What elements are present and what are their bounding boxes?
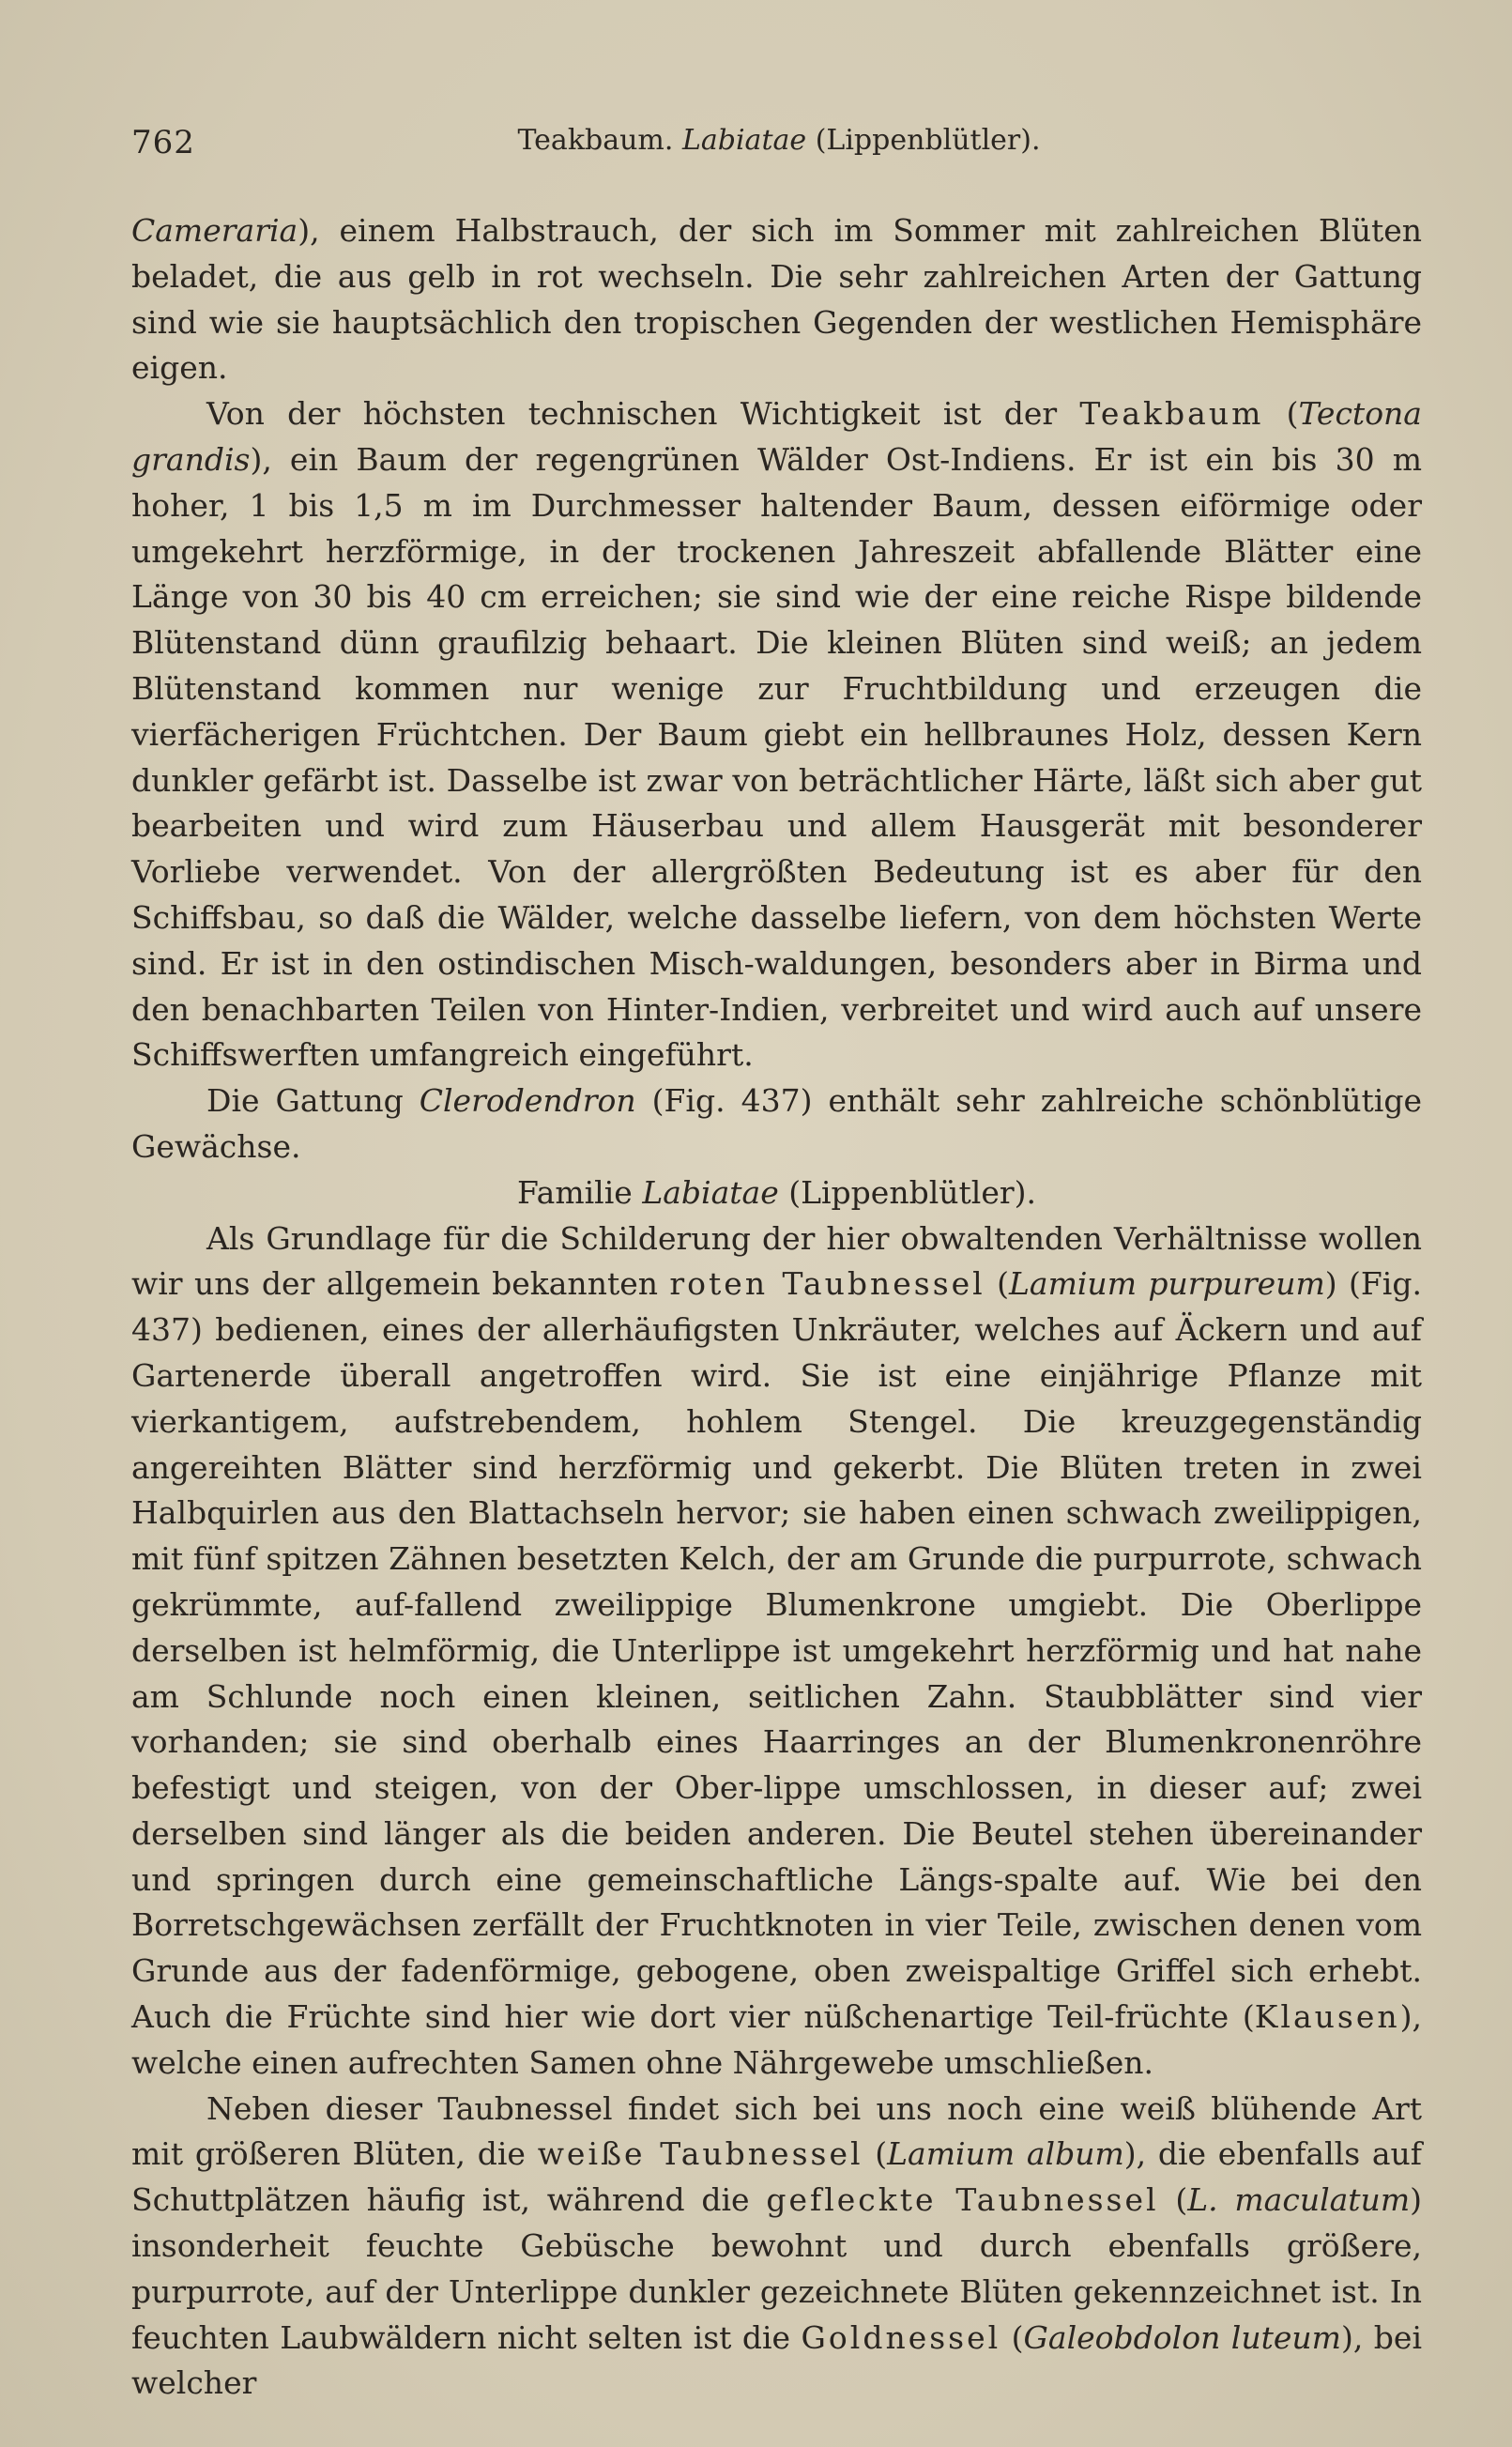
section-heading-c: (Lippenblütler). <box>778 1173 1036 1211</box>
term-l-maculatum: L. maculatum <box>1187 2181 1411 2219</box>
paragraph-1 <box>131 208 1422 391</box>
term-lamium-purpureum: Lamium purpureum <box>1009 1265 1325 1303</box>
running-head-suffix: (Lippenblütler). <box>815 124 1041 157</box>
page-number: 762 <box>131 124 195 161</box>
section-heading-a: Familie <box>517 1173 643 1211</box>
p2-text-c: ( <box>1263 395 1299 433</box>
term-rote-taubnessel: roten Taubnessel <box>669 1265 985 1303</box>
paragraph-3 <box>131 1078 1422 1170</box>
term-galeobdolon-luteum: Galeobdolon luteum <box>1023 2318 1341 2356</box>
running-head <box>131 124 1427 157</box>
p2-text-a: Von der höchsten technischen Wichtigkeit ist der <box>206 395 1080 433</box>
paragraph-4 <box>131 1216 1422 2087</box>
term-clerodendron: Clerodendron <box>419 1082 636 1120</box>
p5-text-e: ), die ebenfalls auf Schuttplätzen häufig ist, während die <box>131 2135 1422 2219</box>
p5-text-c: ( <box>863 2135 888 2173</box>
paragraph-5 <box>131 2087 1422 2408</box>
p5-text-g: ( <box>1158 2181 1188 2219</box>
p1-text: ), einem Halbstrauch, der sich im Sommer mit zahlreichen Blüten beladet, die aus gelb in rot wechseln. Die sehr zahlreichen Arten der Gattung sind wie sie hauptsächlich den tropischen Gegenden der westlichen Hemisphäre eigen. <box>131 212 1422 387</box>
p4-text-a: Als Grundlage für die Schilderung der hier obwaltenden Verhältnisse wollen wir uns der allgemein bekannten <box>131 1219 1422 1303</box>
p3-text-c: (Fig. 437) enthält sehr zahlreiche schönblütige Gewächse. <box>131 1082 1422 1165</box>
section-heading-latin: Labiatae <box>642 1173 779 1211</box>
term-cameraria: Cameraria <box>131 212 298 249</box>
section-heading <box>131 1170 1422 1216</box>
p5-text-a: Neben dieser Taubnessel findet sich bei uns noch eine weiß blühende Art mit größeren Blüten, die <box>131 2089 1422 2173</box>
term-tectona-grandis: Tectona grandis <box>131 395 1422 478</box>
p4-text-c: ( <box>985 1265 1009 1303</box>
term-klausen: Klausen <box>1254 1998 1400 2036</box>
p4-text-e: ) (Fig. 437) bedienen, eines der allerhäufigsten Unkräuter, welches auf Äckern und auf Gartenerde überall angetroffen wird. Sie ist eine einjährige Pflanze mit vierkantigem, aufstrebendem, hohlem Stengel. Die kreuzgegenständig angereihten Blätter sind herzförmig und gekerbt. Die Blüten treten in zwei Halbquirlen aus den Blattachseln hervor; sie haben einen schwach zweilippigen, mit fünf spitzen Zähnen besetzten Kelch, der am Grunde die purpurrote, schwach gekrümmte, auf-fallend zweilippige Blumenkrone umgiebt. Die Oberlippe derselben ist helmförmig, die Unterlippe ist umgekehrt herzförmig und hat nahe am Schlunde noch einen kleinen, seitlichen Zahn. Staubblätter sind vier vorhanden; sie sind oberhalb eines Haarringes an der Blumenkronenröhre befestigt und steigen, von der Ober-lippe umschlossen, in dieser auf; zwei derselben sind länger als die beiden anderen. Die Beutel stehen übereinander und springen durch eine gemeinschaftliche Längs-spalte auf. Wie bei den Borretschgewächsen zerfällt der Fruchtknoten in vier Teile, zwischen denen vom Grunde aus der fadenförmige, gebogene, oben zweispaltige Griffel sich erhebt. Auch die Früchte sind hier wie dort vier nüßchenartige Teil-früchte ( <box>131 1265 1422 2036</box>
running-head-prefix: Teakbaum. <box>517 124 674 157</box>
term-teakbaum: Teakbaum <box>1079 395 1264 433</box>
term-goldnessel: Goldnessel <box>801 2318 1001 2356</box>
term-lamium-album: Lamium album <box>887 2135 1124 2173</box>
running-head-latin: Labiatae <box>681 124 807 157</box>
term-weisse-taubnessel: weiße Taubnessel <box>537 2135 863 2173</box>
p3-text-a: Die Gattung <box>206 1082 420 1120</box>
body-text <box>131 208 1422 2407</box>
p2-text-e: ), ein Baum der regengrünen Wälder Ost-Indiens. Er ist ein bis 30 m hoher, 1 bis 1,5 m im Durchmesser haltender Baum, dessen eiförmige oder umgekehrt herzförmige, in der trockenen Jahreszeit abfallende Blätter eine Länge von 30 bis 40 cm erreichen; sie sind wie der eine reiche Rispe bildende Blütenstand dünn graufilzig behaart. Die kleinen Blüten sind weiß; an jedem Blütenstand kommen nur wenige zur Fruchtbildung und erzeugen die vierfächerigen Früchtchen. Der Baum giebt ein hellbraunes Holz, dessen Kern dunkler gefärbt ist. Dasselbe ist zwar von beträchtlicher Härte, läßt sich aber gut bearbeiten und wird zum Häuserbau und allem Hausgerät mit besonderer Vorliebe verwendet. Von der allergrößten Bedeutung ist es aber für den Schiffsbau, so daß die Wälder, welche dasselbe liefern, von dem höchsten Werte sind. Er ist in den ostindischen Misch-waldungen, besonders aber in Birma und den benachbarten Teilen von Hinter-Indien, verbreitet und wird auch auf unsere Schiffswerften umfangreich eingeführt. <box>131 440 1422 1074</box>
paragraph-2 <box>131 391 1422 1078</box>
p4-text-g: ), welche einen aufrechten Samen ohne Nährgewebe umschließen. <box>131 1998 1422 2081</box>
term-gefleckte-taubnessel: gefleckte Taubnessel <box>766 2181 1159 2219</box>
p5-text-m: ), bei welcher <box>131 2318 1422 2402</box>
p5-text-i: ) insonderheit feuchte Gebüsche bewohnt und durch ebenfalls größere, purpurrote, auf der Unterlippe dunkler gezeichnete Blüten gekennzeichnet ist. In feuchten Laubwäldern nicht selten ist die <box>131 2181 1422 2356</box>
page-header <box>131 124 1427 171</box>
p5-text-k: ( <box>1000 2318 1024 2356</box>
